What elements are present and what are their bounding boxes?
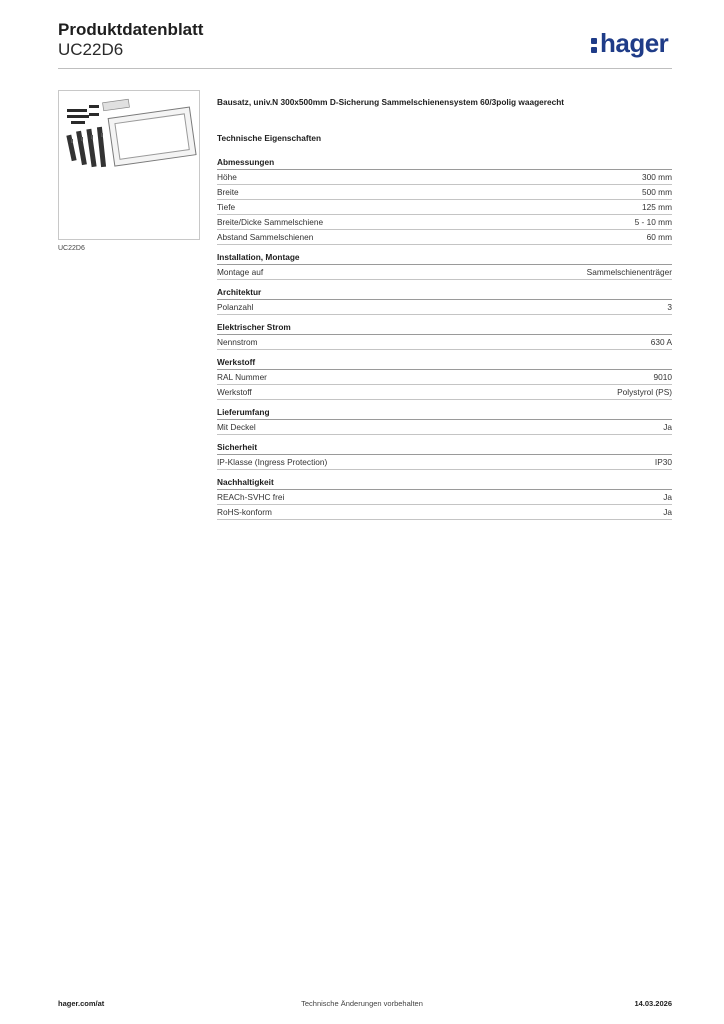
product-details [217, 96, 672, 526]
property-row [217, 300, 672, 315]
busbar-kit-illustration [59, 91, 199, 239]
property-row [217, 420, 672, 435]
property-value: Polystyrol (PS) [617, 387, 672, 397]
property-value: Ja [663, 422, 672, 432]
property-row [217, 185, 672, 200]
property-row [217, 170, 672, 185]
header-divider [58, 68, 672, 69]
property-label: Werkstoff [217, 387, 252, 397]
section-title: Installation, Montage [217, 251, 672, 265]
property-value: 60 mm [646, 232, 672, 242]
property-label: Tiefe [217, 202, 236, 212]
section-title: Lieferumfang [217, 406, 672, 420]
property-row [217, 370, 672, 385]
property-value: Ja [663, 507, 672, 517]
property-row [217, 505, 672, 520]
product-description: Bausatz, univ.N 300x500mm D-Sicherung Sammelschienensystem 60/3polig waagerecht [217, 97, 565, 107]
property-value: 5 - 10 mm [634, 217, 672, 227]
property-row [217, 335, 672, 350]
property-value: 9010 [653, 372, 672, 382]
section-title: Nachhaltigkeit [217, 476, 672, 490]
property-label: Breite/Dicke Sammelschiene [217, 217, 324, 227]
section-title: Sicherheit [217, 441, 672, 455]
section-title: Abmessungen [217, 156, 672, 170]
section-title: Werkstoff [217, 356, 672, 370]
footer-website: hager.com/at [58, 999, 105, 1008]
property-section [217, 156, 672, 245]
property-value: 630 A [650, 337, 672, 347]
product-image [58, 90, 200, 240]
property-value: Sammelschienenträger [586, 267, 672, 277]
logo-wordmark: hager [600, 28, 669, 58]
property-section [217, 251, 672, 280]
property-label: REACh-SVHC frei [217, 492, 285, 502]
property-section [217, 476, 672, 520]
product-code: UC22D6 [58, 40, 124, 59]
property-row [217, 455, 672, 470]
property-value: IP30 [654, 457, 672, 467]
property-value: 3 [667, 302, 672, 312]
property-label: Abstand Sammelschienen [217, 232, 314, 242]
property-value: Ja [663, 492, 672, 502]
footer-notice: Technische Änderungen vorbehalten [301, 999, 423, 1008]
property-row [217, 200, 672, 215]
hager-logo [591, 28, 668, 58]
property-label: Höhe [217, 172, 237, 182]
logo-colon-icon [591, 32, 598, 54]
properties-sections [217, 156, 672, 520]
property-label: Nennstrom [217, 337, 258, 347]
property-label: Polanzahl [217, 302, 254, 312]
property-label: Breite [217, 187, 239, 197]
property-row [217, 490, 672, 505]
property-row [217, 215, 672, 230]
property-value: 300 mm [642, 172, 672, 182]
property-value: 500 mm [642, 187, 672, 197]
property-label: IP-Klasse (Ingress Protection) [217, 457, 328, 467]
property-row [217, 230, 672, 245]
footer-date: 14.03.2026 [634, 999, 672, 1008]
section-title: Elektrischer Strom [217, 321, 672, 335]
page-title: Produktdatenblatt [58, 20, 204, 39]
property-section [217, 321, 672, 350]
property-value: 125 mm [642, 202, 672, 212]
section-title: Architektur [217, 286, 672, 300]
property-label: Montage auf [217, 267, 264, 277]
property-section [217, 441, 672, 470]
property-section [217, 286, 672, 315]
property-label: RAL Nummer [217, 372, 267, 382]
property-section [217, 406, 672, 435]
property-row [217, 385, 672, 400]
property-section [217, 356, 672, 400]
cover-frame [108, 107, 196, 166]
property-label: Mit Deckel [217, 422, 256, 432]
image-caption: UC22D6 [58, 245, 85, 252]
property-row [217, 265, 672, 280]
property-label: RoHS-konform [217, 507, 272, 517]
technical-properties-heading: Technische Eigenschaften [217, 133, 322, 143]
